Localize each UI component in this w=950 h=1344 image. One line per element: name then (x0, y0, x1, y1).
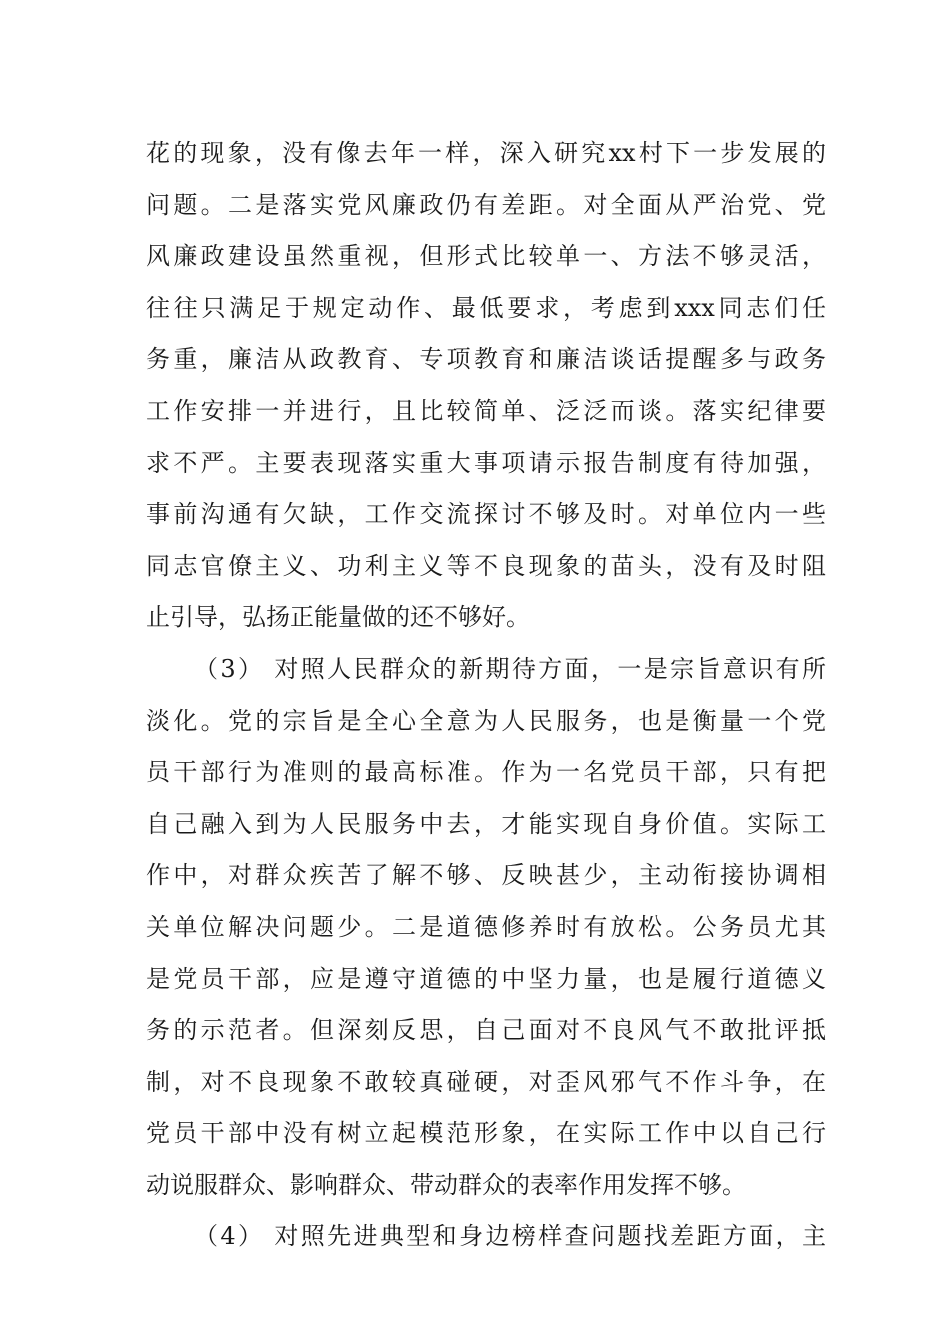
paragraph-3-first-line: （3） 对照人民群众的新期待方面，一是宗旨意识有所 (194, 654, 826, 683)
text-line: 事前沟通有欠缺，工作交流探讨不够及时。对单位内一些 (146, 500, 826, 529)
text-line: 求不严。主要表现落实重大事项请示报告制度有待加强， (146, 448, 826, 477)
text-line: 作中，对群众疾苦了解不够、反映甚少，主动衔接协调相 (146, 861, 826, 890)
text-line: 务重，廉洁从政教育、专项教育和廉洁谈话提醒多与政务 (146, 345, 826, 374)
text-line: 淡化。党的宗旨是全心全意为人民服务，也是衡量一个党 (146, 706, 826, 735)
text-line: 关单位解决问题少。二是道德修养时有放松。公务员尤其 (146, 912, 826, 941)
text-line: 员干部行为准则的最高标准。作为一名党员干部，只有把 (146, 758, 826, 787)
text-line: 制，对不良现象不敢较真碰硬，对歪风邪气不作斗争，在 (146, 1067, 826, 1096)
text-line: 工作安排一并进行，且比较简单、泛泛而谈。落实纪律要 (146, 396, 826, 425)
text-line: 问题。二是落实党风廉政仍有差距。对全面从严治党、党 (146, 190, 826, 219)
text-line: 党员干部中没有树立起模范形象，在实际工作中以自己行 (146, 1119, 826, 1148)
text-line: 动说服群众、影响群众、带动群众的表率作用发挥不够。 (146, 1170, 746, 1199)
text-line: 往往只满足于规定动作、最低要求，考虑到xxx同志们任 (146, 293, 826, 322)
paragraph-4-first-line: （4） 对照先进典型和身边榜样查问题找差距方面，主 (194, 1222, 826, 1251)
text-line: 止引导，弘扬正能量做的还不够好。 (146, 603, 530, 632)
text-line: 风廉政建设虽然重视，但形式比较单一、方法不够灵活， (146, 242, 826, 271)
text-line: 花的现象，没有像去年一样，深入研究xx村下一步发展的 (146, 139, 826, 167)
text-line: 是党员干部，应是遵守道德的中坚力量，也是履行道德义 (146, 964, 826, 993)
text-line: 自己融入到为人民服务中去，才能实现自身价值。实际工 (146, 809, 826, 838)
text-line: 同志官僚主义、功利主义等不良现象的苗头，没有及时阻 (146, 551, 826, 580)
text-line: 务的示范者。但深刻反思，自己面对不良风气不敢批评抵 (146, 1016, 826, 1045)
body-text (146, 128, 826, 1263)
